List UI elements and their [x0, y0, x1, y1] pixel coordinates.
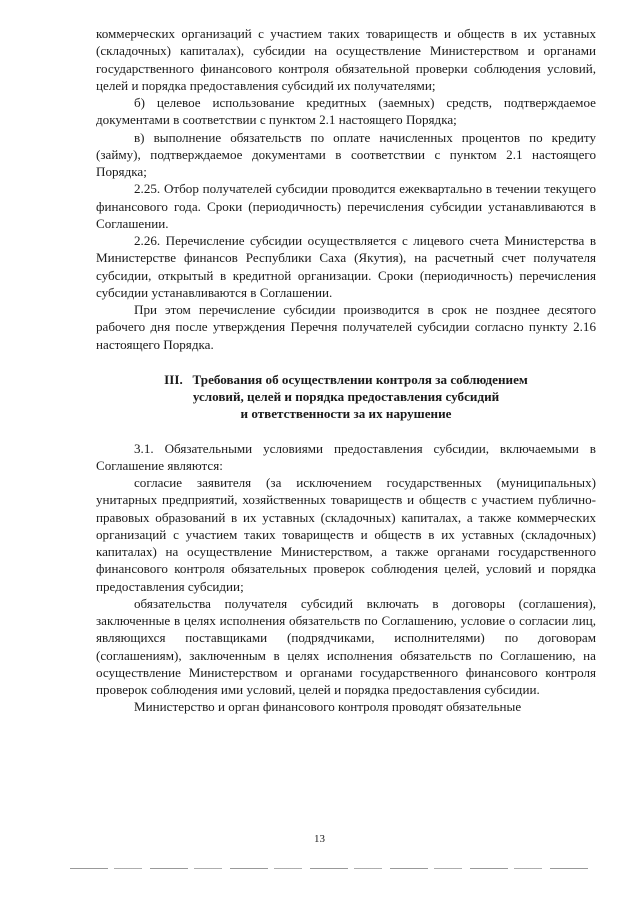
paragraph-bottom-4: Министерство и орган финансового контроля проводят обязательные [134, 699, 522, 715]
paragraph-top-6: При этом перечисление субсидии производится в срок не позднее десятого рабочего дня после утверждения Перечня получателей субсидии согласно пункту 2.16 настоящего Порядка. [96, 302, 596, 352]
paragraph-top-1: коммерческих организаций с участием таких товариществ и обществ в их уставных (складочных) капиталах), субсидии на осуществление Министерством и органами государственного финансового контроля обязательной проверки соблюдения условий, целей и порядка предоставления субсидий их получателями; [96, 26, 596, 93]
paragraph-top-4: 2.25. Отбор получателей субсидии проводится ежеквартально в течении текущего финансового года. Сроки (периодичность) перечисления субсидии устанавливаются в Соглашении. [96, 181, 596, 231]
document-body [96, 25, 596, 716]
section-heading-line-1: III. Требования об осуществлении контроля за соблюдением [164, 371, 528, 387]
section-heading [96, 371, 596, 423]
page-number: 13 [314, 833, 325, 845]
paragraph-bottom-1: 3.1. Обязательными условиями предоставления субсидии, включаемыми в Соглашение являются: [96, 440, 596, 473]
paragraph-top-2: б) целевое использование кредитных (заемных) средств, подтверждаемое документами в соответствии с пунктом 2.1 настоящего Порядка; [96, 95, 596, 128]
section-heading-line-3: и ответственности за их нарушение [240, 406, 452, 422]
section-heading-line-2: условий, целей и порядка предоставления субсидий [192, 389, 500, 404]
paragraph-bottom-2: согласие заявителя (за исключением государственных (муниципальных) унитарных предприятий, хозяйственных товариществ и обществ с участием публично-правовых образований в их уставных (складочных) капиталах, а также коммерческих организаций с участием таких товариществ и обществ в их уставных (складочных) капиталах) на осуществление Министерством, а также органами государственного финансового контроля обязательных проверок соблюдения целей, условий и порядка предоставления субсидии; [96, 475, 596, 594]
paragraph-top-5: 2.26. Перечисление субсидии осуществляется с лицевого счета Министерства в Министерстве финансов Республики Саха (Якутия), на расчетный счет получателя субсидии, открытый в кредитной организации. Сроки (периодичность) перечисления субсидии устанавливаются в Соглашении. [96, 233, 596, 300]
scan-artifact-line [70, 868, 590, 869]
paragraph-top-3: в) выполнение обязательств по оплате начисленных процентов по кредиту (займу), подтверждаемое документами в соответствии с пунктом 2.1 настоящего Порядка; [96, 129, 596, 179]
paragraph-bottom-3: обязательства получателя субсидий включать в договоры (соглашения), заключенные в целях исполнения обязательств по Соглашению, условие о согласии лиц, являющихся поставщиками (подрядчиками, исполнителями) по договорам (соглашениям), заключенным в целях исполнения обязательств по Соглашению, на осуществление Министерством и органами государственного финансового контроля проверок соблюдения ими условий, целей и порядка предоставления субсидии. [96, 595, 596, 697]
